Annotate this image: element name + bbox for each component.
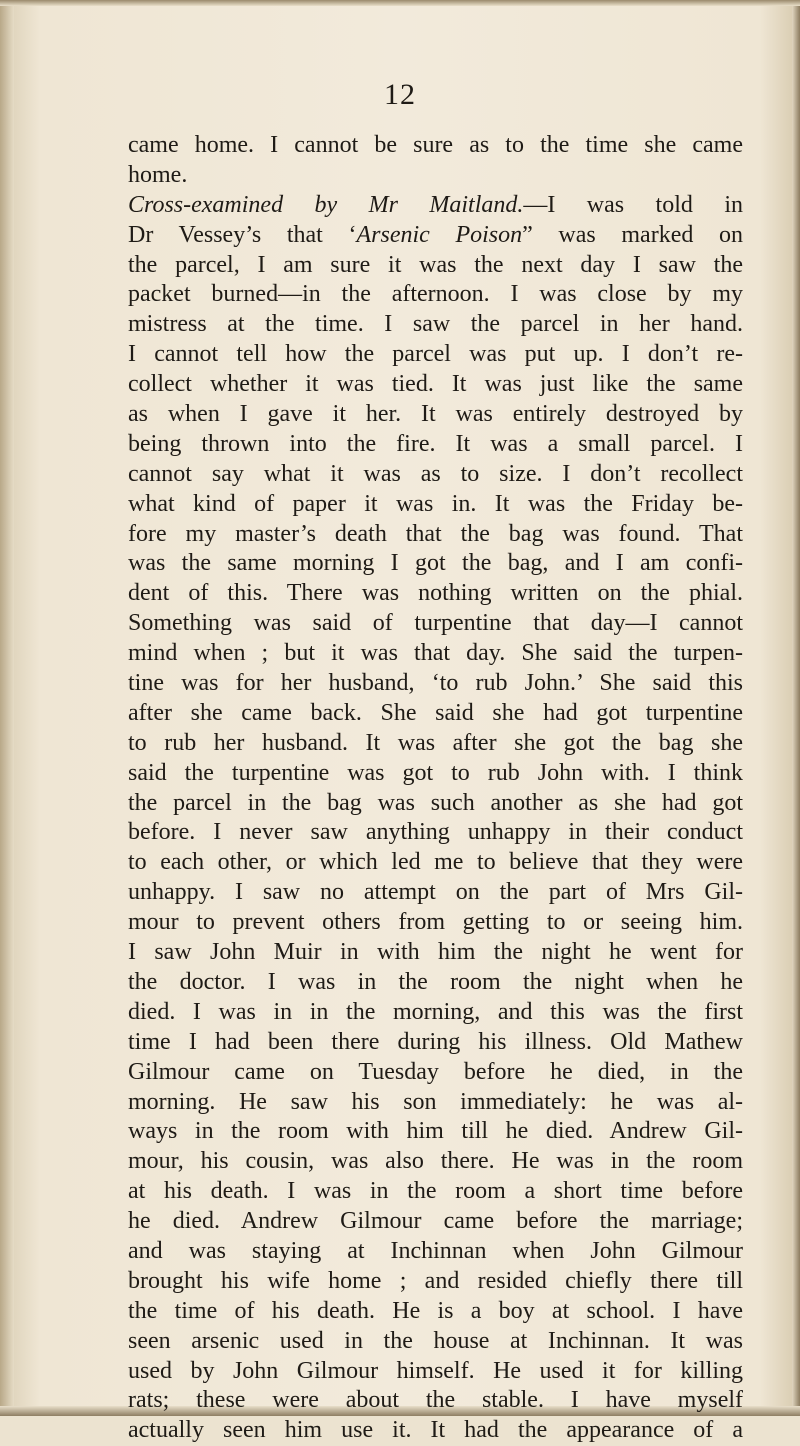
text-span: died. I was in in the morning, and this was the first bbox=[128, 998, 743, 1025]
text-line bbox=[128, 609, 743, 639]
text-line bbox=[128, 460, 743, 490]
text-line bbox=[128, 1267, 743, 1297]
text-span: ” was marked on bbox=[522, 221, 744, 248]
page-edge-top bbox=[0, 0, 800, 6]
text-span: Something was said of turpentine that day—I cannot bbox=[128, 610, 743, 637]
text-line bbox=[128, 759, 743, 789]
text-line bbox=[128, 1207, 743, 1237]
text-line bbox=[128, 998, 743, 1028]
text-span: I cannot tell how the parcel was put up. I don’t re- bbox=[128, 341, 743, 368]
text-line bbox=[128, 430, 743, 460]
text-span: fore my master’s death that the bag was found. That bbox=[128, 520, 743, 547]
text-line bbox=[128, 669, 743, 699]
text-span: Dr Vessey’s that ‘ bbox=[128, 221, 357, 248]
text-span: morning. He saw his son immediately: he was al- bbox=[128, 1088, 743, 1115]
text-line bbox=[128, 908, 743, 938]
text-span: —I was told in bbox=[523, 191, 743, 218]
text-line bbox=[128, 490, 743, 520]
page-number: 12 bbox=[384, 78, 416, 111]
text-line bbox=[128, 340, 743, 370]
body-text bbox=[128, 131, 743, 1446]
text-span: the doctor. I was in the room the night when he bbox=[128, 968, 743, 995]
text-span: the parcel in the bag was such another as she had got bbox=[128, 789, 743, 816]
text-span: packet burned—in the afternoon. I was close by my bbox=[128, 281, 743, 308]
text-line bbox=[128, 1177, 743, 1207]
text-line bbox=[128, 1297, 743, 1327]
text-span: cannot say what it was as to size. I don’t recollect bbox=[128, 460, 743, 487]
text-line bbox=[128, 1386, 743, 1416]
text-span: after she came back. She said she had got turpentine bbox=[128, 699, 743, 726]
page-edge-left bbox=[0, 0, 14, 1416]
text-line bbox=[128, 1327, 743, 1357]
text-line bbox=[128, 251, 743, 281]
text-span: to each other, or which led me to believe that they were bbox=[128, 849, 743, 876]
text-span: rats; these were about the stable. I have myself bbox=[128, 1387, 743, 1414]
text-line bbox=[128, 848, 743, 878]
text-line bbox=[128, 789, 743, 819]
text-span: and was staying at Inchinnan when John Gilmour bbox=[128, 1237, 743, 1264]
italic-text: Arsenic Poison bbox=[356, 221, 523, 248]
text-span: before. I never saw anything unhappy in their conduct bbox=[128, 819, 743, 846]
text-line bbox=[128, 1416, 743, 1446]
text-span: mistress at the time. I saw the parcel in her hand. bbox=[128, 311, 743, 338]
text-line bbox=[128, 1357, 743, 1387]
text-line bbox=[128, 520, 743, 550]
text-span: as when I gave it her. It was entirely destroyed by bbox=[128, 401, 743, 428]
text-line bbox=[128, 280, 743, 310]
text-span: used by John Gilmour himself. He used it for killing bbox=[128, 1357, 743, 1384]
text-line bbox=[128, 370, 743, 400]
text-span: what kind of paper it was in. It was the Friday be- bbox=[128, 490, 743, 517]
page-edge-right bbox=[792, 0, 800, 1416]
text-span: seen arsenic used in the house at Inchinnan. It was bbox=[128, 1327, 743, 1354]
text-line bbox=[128, 1147, 743, 1177]
text-span: collect whether it was tied. It was just like the same bbox=[128, 371, 743, 398]
text-span: said the turpentine was got to rub John with. I think bbox=[128, 759, 743, 786]
text-line bbox=[128, 221, 743, 251]
text-span: home. bbox=[128, 161, 188, 188]
text-line bbox=[128, 549, 743, 579]
text-span: at his death. I was in the room a short time before bbox=[128, 1178, 743, 1205]
text-span: Gilmour came on Tuesday before he died, in the bbox=[128, 1058, 743, 1085]
text-line bbox=[128, 729, 743, 759]
text-line bbox=[128, 1028, 743, 1058]
text-line bbox=[128, 310, 743, 340]
text-span: he died. Andrew Gilmour came before the marriage; bbox=[128, 1208, 743, 1235]
text-span: dent of this. There was nothing written on the phial. bbox=[128, 580, 743, 607]
text-span: mour, his cousin, was also there. He was in the room bbox=[128, 1148, 743, 1175]
text-span: was the same morning I got the bag, and I am confi- bbox=[128, 550, 743, 577]
text-span: unhappy. I saw no attempt on the part of Mrs Gil- bbox=[128, 879, 743, 906]
text-line bbox=[128, 1237, 743, 1267]
text-span: I saw John Muir in with him the night he went for bbox=[128, 939, 743, 966]
text-line bbox=[128, 400, 743, 430]
text-span: brought his wife home ; and resided chiefly there till bbox=[128, 1267, 743, 1294]
text-span: mind when ; but it was that day. She said the turpen- bbox=[128, 640, 743, 667]
text-line bbox=[128, 579, 743, 609]
text-span: mour to prevent others from getting to or seeing him. bbox=[128, 909, 743, 936]
text-line bbox=[128, 131, 743, 161]
text-span: the time of his death. He is a boy at school. I have bbox=[128, 1297, 743, 1324]
text-line bbox=[128, 938, 743, 968]
text-line bbox=[128, 818, 743, 848]
text-line bbox=[128, 1117, 743, 1147]
text-line bbox=[128, 1058, 743, 1088]
text-line bbox=[128, 1088, 743, 1118]
italic-text: Cross-examined by Mr Maitland. bbox=[128, 191, 524, 218]
text-span: came home. I cannot be sure as to the time she came bbox=[128, 132, 743, 158]
text-line bbox=[128, 191, 743, 221]
text-line bbox=[128, 878, 743, 908]
text-line bbox=[128, 699, 743, 729]
text-span: being thrown into the fire. It was a small parcel. I bbox=[128, 430, 743, 457]
text-span: the parcel, I am sure it was the next day I saw the bbox=[128, 251, 743, 278]
text-span: tine was for her husband, ‘to rub John.’ She said this bbox=[128, 670, 743, 697]
text-span: to rub her husband. It was after she got the bag she bbox=[128, 729, 743, 756]
text-line bbox=[128, 161, 743, 191]
text-line bbox=[128, 968, 743, 998]
text-span: time I had been there during his illness. Old Mathew bbox=[128, 1028, 743, 1055]
text-span: ways in the room with him till he died. Andrew Gil- bbox=[128, 1118, 743, 1145]
text-line bbox=[128, 639, 743, 669]
text-span: actually seen him use it. It had the appearance of a bbox=[128, 1417, 743, 1444]
